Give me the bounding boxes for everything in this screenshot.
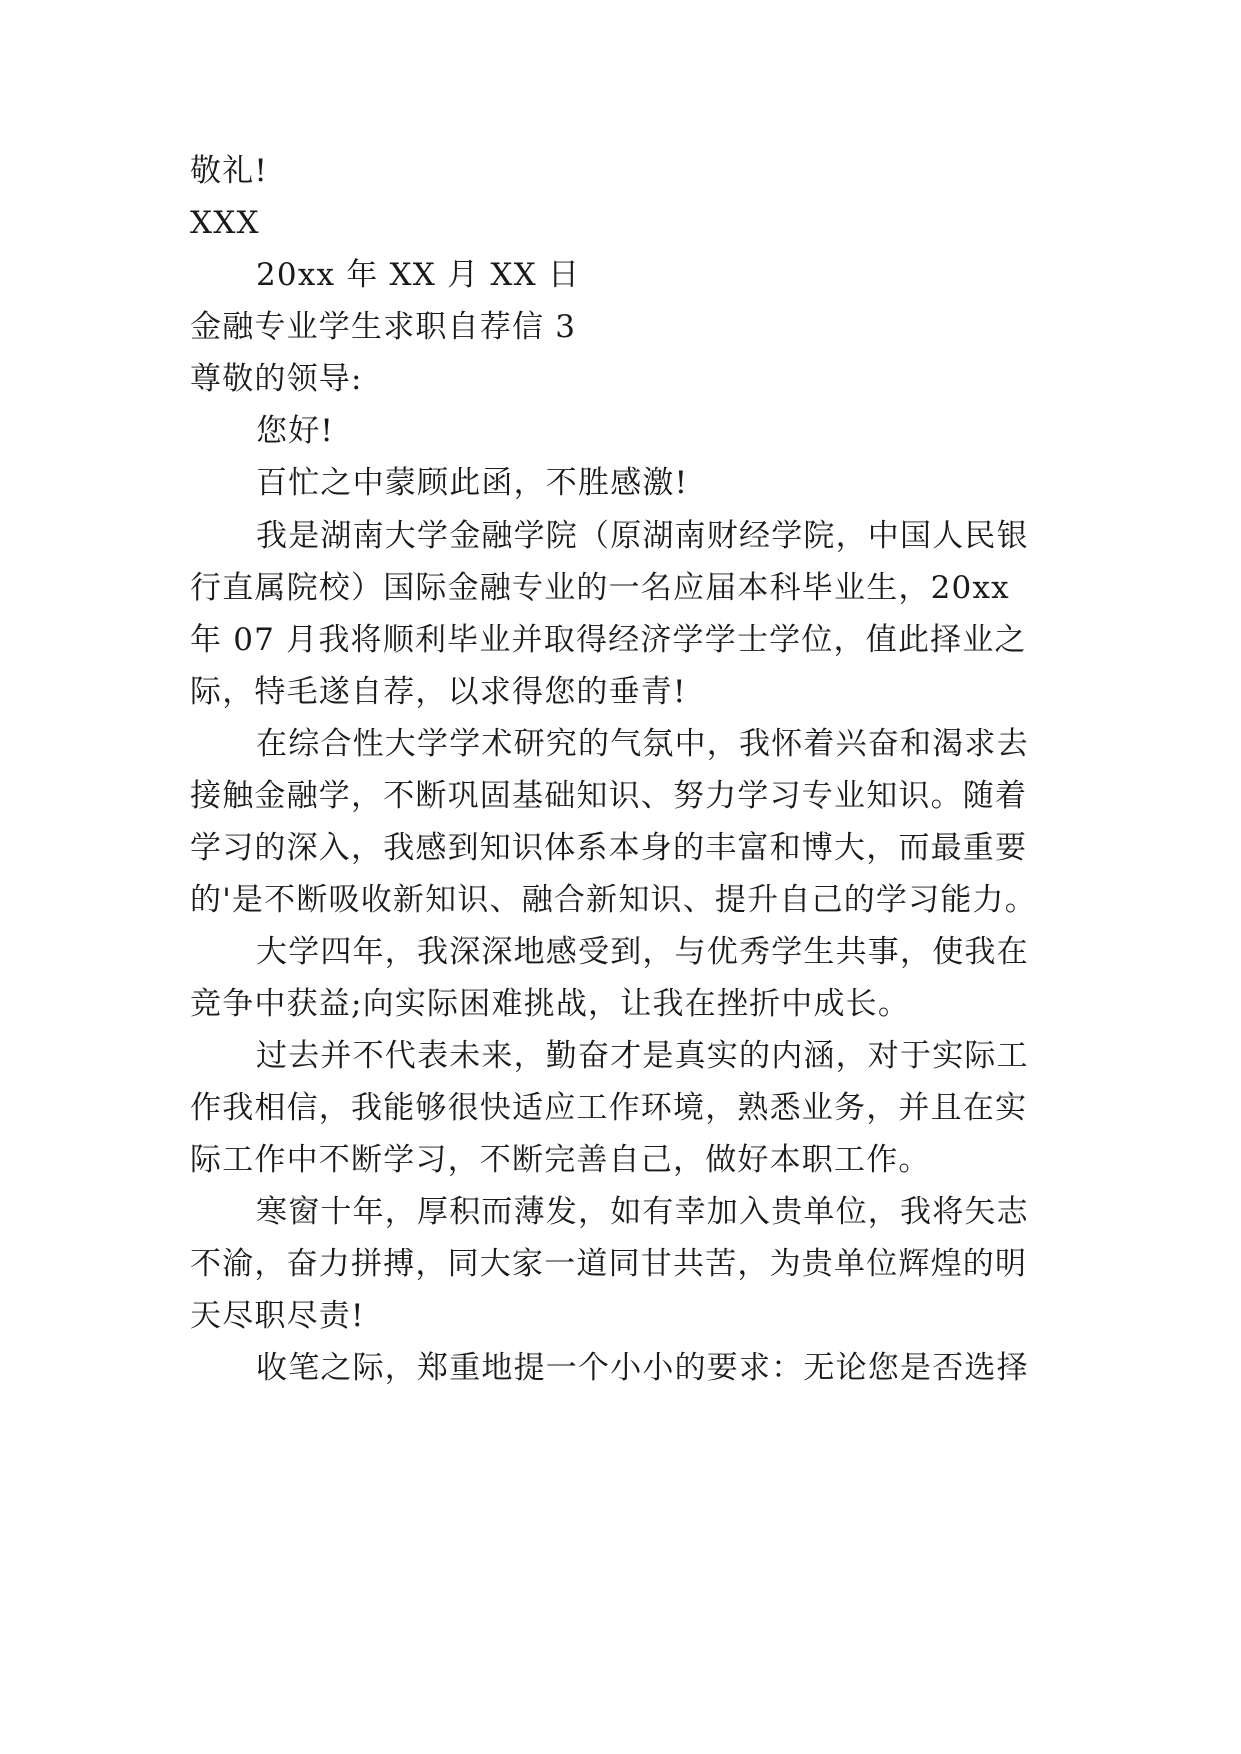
- body-line: 在综合性大学学术研究的气氛中，我怀着兴奋和渴求去: [256, 726, 1029, 762]
- body-line: 行直属院校）国际金融专业的一名应届本科毕业生，20xx: [190, 570, 1010, 606]
- letter-heading: 金融专业学生求职自荐信 3: [190, 309, 577, 345]
- body-line: 大学四年，我深深地感受到，与优秀学生共事，使我在: [256, 934, 1029, 970]
- closing-line: 敬礼!: [190, 153, 269, 189]
- body-line: 寒窗十年，厚积而薄发，如有幸加入贵单位，我将矢志: [256, 1194, 1029, 1230]
- body-line: 我是湖南大学金融学院（原湖南财经学院，中国人民银: [256, 518, 1029, 554]
- greeting-line: 您好!: [256, 413, 335, 449]
- body-line: 天尽职尽责!: [190, 1298, 365, 1334]
- body-line: 际，特毛遂自荐，以求得您的垂青!: [190, 674, 687, 710]
- body-line: 学习的深入，我感到知识体系本身的丰富和博大，而最重要: [190, 830, 1028, 866]
- signature-line: XXX: [190, 205, 260, 241]
- body-line: 收笔之际，郑重地提一个小小的要求：无论您是否选择: [256, 1350, 1029, 1386]
- body-line: 百忙之中蒙顾此函，不胜感激!: [256, 465, 689, 501]
- salutation-line: 尊敬的领导:: [190, 361, 363, 397]
- body-line: 年 07 月我将顺利毕业并取得经济学学士学位，值此择业之: [190, 622, 1027, 658]
- date-line: 20xx 年 XX 月 XX 日: [256, 257, 581, 293]
- body-line: 作我相信，我能够很快适应工作环境，熟悉业务，并且在实: [190, 1090, 1028, 1126]
- body-line: 过去并不代表未来，勤奋才是真实的内涵，对于实际工: [256, 1038, 1029, 1074]
- body-line: 不渝，奋力拼搏，同大家一道同甘共苦，为贵单位辉煌的明: [190, 1246, 1028, 1282]
- body-line: 竞争中获益;向实际困难挑战，让我在挫折中成长。: [190, 986, 911, 1022]
- body-line: 际工作中不断学习，不断完善自己，做好本职工作。: [190, 1142, 931, 1178]
- body-line: 接触金融学，不断巩固基础知识、努力学习专业知识。随着: [190, 778, 1028, 814]
- body-line: 的'是不断吸收新知识、融合新知识、提升自己的学习能力。: [190, 882, 1037, 918]
